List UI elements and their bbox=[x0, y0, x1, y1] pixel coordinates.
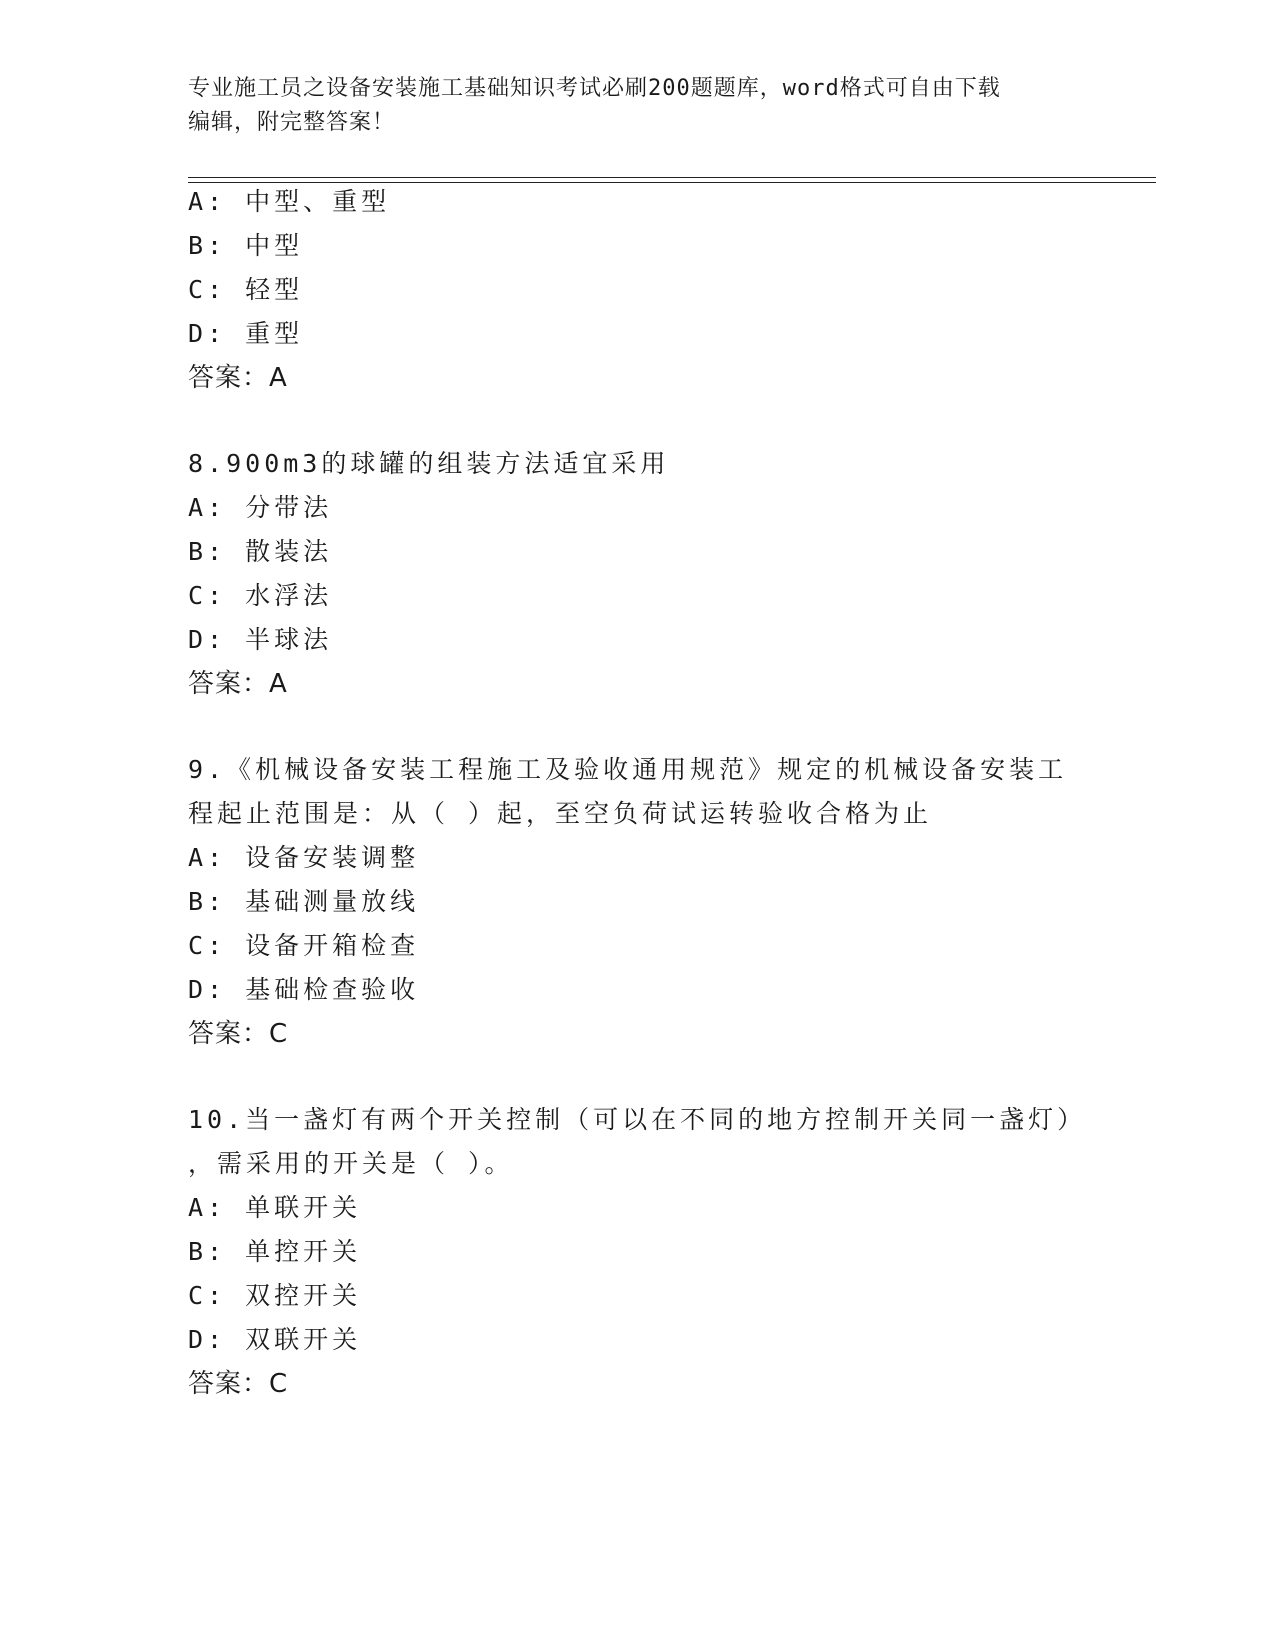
document-header bbox=[188, 72, 1068, 140]
q7-option-d: D: 重型 bbox=[188, 319, 304, 348]
q8-stem: 8.900m3的球罐的组装方法适宜采用 bbox=[188, 449, 670, 478]
q10-stem-line-2: ，需采用的开关是（ ）。 bbox=[188, 1149, 514, 1178]
q10-option-b: B: 单控开关 bbox=[188, 1237, 362, 1266]
q7-option-a: A: 中型、重型 bbox=[188, 187, 391, 216]
q10-stem-line-1: 10.当一盏灯有两个开关控制（可以在不同的地方控制开关同一盏灯） bbox=[188, 1105, 1087, 1134]
q7-option-b: B: 中型 bbox=[188, 231, 304, 260]
q8-option-d: D: 半球法 bbox=[188, 625, 333, 654]
q10-option-a: A: 单联开关 bbox=[188, 1193, 362, 1222]
q9-option-c: C: 设备开箱检查 bbox=[188, 931, 420, 960]
q9-stem-line-1: 9.《机械设备安装工程施工及验收通用规范》规定的机械设备安装工 bbox=[188, 755, 1068, 784]
q8-answer: 答案：A bbox=[188, 669, 288, 699]
q8-option-a: A: 分带法 bbox=[188, 493, 333, 522]
q9-answer: 答案：C bbox=[188, 1019, 289, 1049]
q7-option-c: C: 轻型 bbox=[188, 275, 304, 304]
q9-option-a: A: 设备安装调整 bbox=[188, 843, 420, 872]
q9-stem-line-2: 程起止范围是：从（ ）起，至空负荷试运转验收合格为止 bbox=[188, 799, 933, 828]
q8-option-c: C: 水浮法 bbox=[188, 581, 333, 610]
q10-option-c: C: 双控开关 bbox=[188, 1281, 362, 1310]
q10-option-d: D: 双联开关 bbox=[188, 1325, 362, 1354]
header-title-line-1: 专业施工员之设备安装施工基础知识考试必刷200题题库，word格式可自由下载 bbox=[188, 76, 1001, 101]
header-title-line-2: 编辑，附完整答案！ bbox=[188, 110, 396, 135]
q7-answer: 答案：A bbox=[188, 363, 288, 393]
q8-option-b: B: 散装法 bbox=[188, 537, 333, 566]
q9-option-d: D: 基础检查验收 bbox=[188, 975, 420, 1004]
q10-answer: 答案：C bbox=[188, 1369, 289, 1399]
header-divider-top bbox=[188, 177, 1156, 178]
header-divider-bottom bbox=[188, 182, 1156, 183]
q9-option-b: B: 基础测量放线 bbox=[188, 887, 420, 916]
